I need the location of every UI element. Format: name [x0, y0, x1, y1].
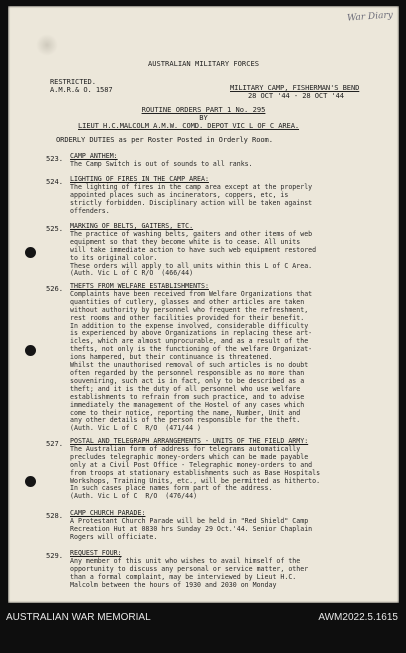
footer-source: AUSTRALIAN WAR MEMORIAL	[6, 612, 151, 623]
para-number: 527.	[46, 439, 64, 448]
paragraph-529	[70, 550, 388, 590]
para-number: 524.	[46, 177, 64, 186]
date-range: 28 OCT '44 - 28 OCT '44	[248, 91, 344, 100]
paragraph-heading: LIGHTING OF FIRES IN THE CAMP AREA:	[70, 175, 209, 183]
paragraph-body: Complaints have been received from Welfare Organizations that quantities of cutlery, glasses and other articles are taken without authority by personnel who frequent the refreshment, rest rooms and other facilities provided for their benefit. In addition to the expense involved, considerable difficulty is experienced by above Organizations in replacing these art- icles, which are almost unprocurable, and as a result of the thefts, not only is the functioning of the welfare Organizat- ions hampered, but their continuance is threatened. Whilst the unauthorised removal of such articles is no doubt often regarded by the personnel responsible as no more than souveniring, such act is in fact, only to be described as a theft; and it is the duty of all personnel who use welfare establishments to refrain from such practice, and to advise immediately the management of the Hostel of any cases which come to their notice, reporting the name, Number, Unit and any other details of the person responsible for the theft. (Auth. Vic L of C R/O (471/44 )	[70, 289, 313, 433]
document-title: AUSTRALIAN MILITARY FORCES	[147, 59, 260, 68]
punch-hole-middle	[25, 345, 36, 356]
document-page	[8, 6, 399, 603]
punch-hole-bottom	[25, 476, 36, 487]
paragraph-526	[70, 283, 388, 433]
paper-stain	[36, 34, 58, 56]
restricted-label: RESTRICTED.	[50, 77, 96, 86]
para-number: 526.	[46, 284, 64, 293]
paragraph-body: A Protestant Church Parade will be held in "Red Shield" Camp Recreation Hut at 0830 hrs Sunday 29 Oct.'44. Senior Chaplain Rogers will officiate.	[70, 516, 313, 541]
paragraph-body: The Australian form of address for telegrams automatically precludes telegraphic money-orders which can be made payable only at a Civil Post Office - Telegraphic money-orders to and from troops at stationary establishments such as Base Hospitals Workshops, Training Units, etc., will be permitted as hitherto. In such cases place names form part of the address. (Auth. Vic L of C R/O (476/44)	[70, 444, 321, 501]
para-number: 528.	[46, 511, 64, 520]
paragraph-body: The lighting of fires in the camp area except at the properly appointed places such as incinerators, coppers, etc, is strictly forbidden. Disciplinary action will be taken against offenders.	[70, 182, 313, 215]
para-number: 525.	[46, 224, 64, 233]
paragraph-525	[70, 223, 388, 278]
para-number: 523.	[46, 154, 64, 163]
paragraph-heading: THEFTS FROM WELFARE ESTABLISHMENTS:	[70, 282, 209, 290]
paragraph-body: The practice of washing belts, gaiters and other items of web equipment so that they become white is to cease. All units will take immediate action to have such web equipment restored to its original color. These orders will apply to all units within this L of C Area. (Auth. Vic L of C R/O (466/44)	[70, 229, 317, 278]
paragraph-heading: POSTAL AND TELEGRAPH ARRANGEMENTS - UNITS OF THE FIELD ARMY:	[70, 437, 309, 445]
punch-hole-top	[25, 247, 36, 258]
paragraph-heading: CAMP CHURCH PARADE:	[70, 509, 146, 517]
order-by: BY	[199, 113, 208, 122]
paragraph-body: Any member of this unit who wishes to avail himself of the opportunity to discuss any personal or service matter, other than a formal complaint, may be interviewed by Lieut H.C. Malcolm between the hours of 1930 and 2030 on Monday	[70, 556, 309, 589]
paragraph-heading: CAMP ANTHEM:	[70, 152, 118, 160]
camp-name: MILITARY CAMP, FISHERMAN'S BEND	[230, 83, 360, 92]
para-number: 529.	[46, 551, 64, 560]
paragraph-heading: REQUEST FOUR:	[70, 549, 122, 557]
paragraph-body: The Camp Switch is out of sounds to all ranks.	[70, 159, 253, 168]
paragraph-528	[70, 510, 388, 542]
handwritten-note: War Diary	[346, 10, 394, 24]
commander-line: LIEUT H.C.MALCOLM A.M.W. COMD. DEPOT VIC L OF C AREA.	[78, 121, 300, 130]
paragraph-524	[70, 176, 388, 216]
reference-number: A.M.R.& O. 1587	[50, 85, 113, 94]
footer-accession-number: AWM2022.5.1615	[318, 612, 398, 623]
paragraph-527	[70, 438, 388, 501]
orderly-duties: ORDERLY DUTIES as per Roster Posted in Orderly Room.	[56, 135, 273, 144]
paragraph-heading: MARKING OF BELTS, GAITERS, ETC.	[70, 222, 194, 230]
order-title: ROUTINE ORDERS PART 1 No. 295	[141, 105, 266, 114]
paragraph-523	[70, 153, 388, 169]
